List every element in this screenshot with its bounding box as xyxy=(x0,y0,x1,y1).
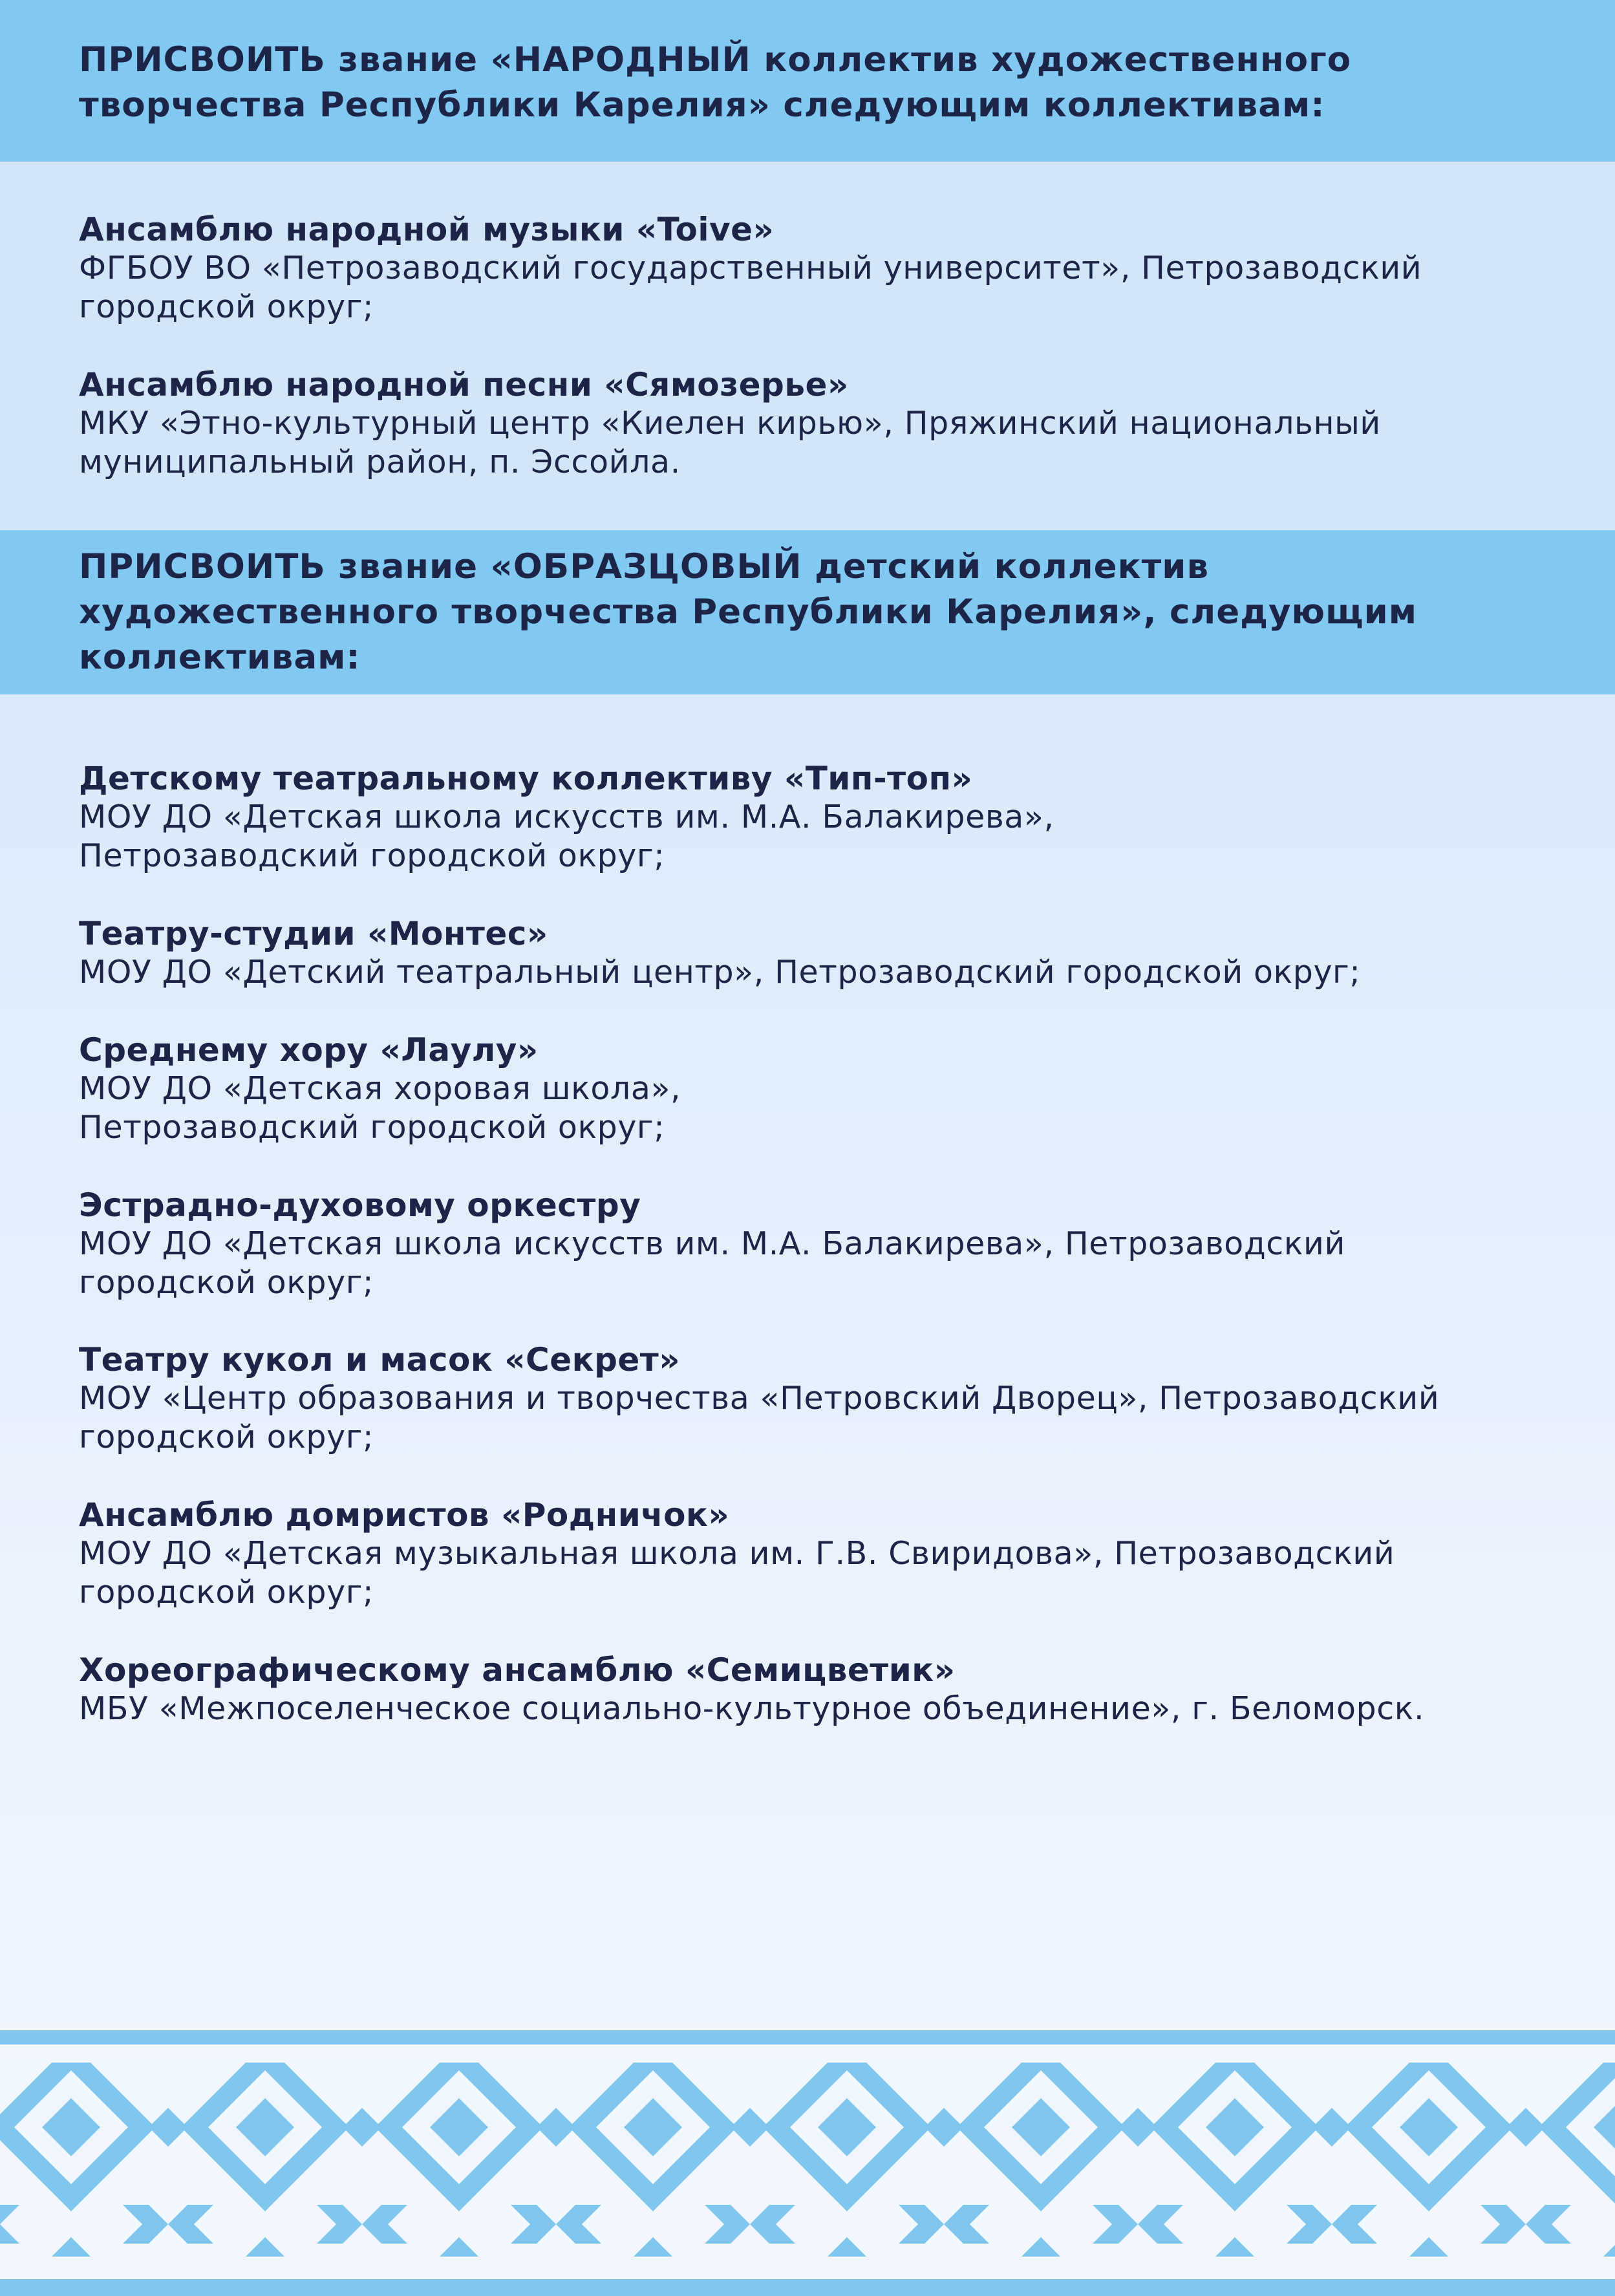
list-item xyxy=(79,1031,1566,1147)
list-item xyxy=(79,914,1566,992)
section1-heading-line: ПРИСВОИТЬ звание «НАРОДНЫЙ коллектив художественного xyxy=(79,40,1352,80)
collective-name: Детскому театральному коллективу «Тип-топ» xyxy=(79,760,973,797)
section2-heading xyxy=(79,544,1563,680)
collective-org: МОУ ДО «Детская музыкальная школа им. Г.В. Свиридова», Петрозаводский городской округ; xyxy=(79,1535,1395,1611)
list-item xyxy=(79,759,1566,875)
collective-org: ФГБОУ ВО «Петрозаводский государственный университет», Петрозаводский городской округ; xyxy=(79,250,1422,325)
collective-name: Театру-студии «Монтес» xyxy=(79,915,548,952)
collective-org: МОУ ДО «Детская школа искусств им. М.А. Балакирева», Петрозаводский городской округ; xyxy=(79,1225,1345,1301)
section1-heading xyxy=(79,38,1563,128)
list-item xyxy=(79,1340,1566,1457)
collective-org: МОУ ДО «Детский театральный центр», Петрозаводский городской округ; xyxy=(79,954,1361,991)
list-item xyxy=(79,365,1566,482)
list-item xyxy=(79,1496,1566,1612)
collective-name: Эстрадно-духовому оркестру xyxy=(79,1186,641,1224)
section2-heading-line: коллективам: xyxy=(79,638,361,677)
collective-org: МОУ ДО «Детская хоровая школа», Петрозаводский городской округ; xyxy=(79,1070,681,1146)
collective-name: Ансамблю народной песни «Сямозерье» xyxy=(79,366,849,403)
list-item xyxy=(79,1186,1566,1302)
collective-name: Ансамблю народной музыки «Toive» xyxy=(79,211,775,248)
list-item xyxy=(79,210,1566,327)
karelian-ornament-border-icon xyxy=(0,2030,1615,2296)
collective-org: МБУ «Межпоселенческое социально-культурное объединение», г. Беломорск. xyxy=(79,1690,1425,1727)
list-item xyxy=(79,1651,1566,1728)
collective-name: Хореографическому ансамблю «Семицветик» xyxy=(79,1651,956,1689)
section2-heading-line: ПРИСВОИТЬ звание «ОБРАЗЦОВЫЙ детский коллектив xyxy=(79,547,1209,586)
collective-org: МОУ ДО «Детская школа искусств им. М.А. Балакирева», Петрозаводский городской округ; xyxy=(79,799,1054,874)
collective-org: МКУ «Этно-культурный центр «Киелен кирью», Пряжинский национальный муниципальный район, п. Эссойла. xyxy=(79,405,1381,480)
section1-heading-band xyxy=(0,0,1615,162)
collective-name: Театру кукол и масок «Секрет» xyxy=(79,1341,681,1379)
collective-org: МОУ «Центр образования и творчества «Петровский Дворец», Петрозаводский городской округ; xyxy=(79,1380,1440,1455)
section1-heading-line: творчества Республики Карелия» следующим коллективам: xyxy=(79,85,1325,125)
collective-name: Среднему хору «Лаулу» xyxy=(79,1031,539,1069)
collective-name: Ансамблю домристов «Родничок» xyxy=(79,1496,730,1534)
section2-heading-band xyxy=(0,530,1615,694)
section2-heading-line: художественного творчества Республики Карелия», следующим xyxy=(79,592,1418,632)
